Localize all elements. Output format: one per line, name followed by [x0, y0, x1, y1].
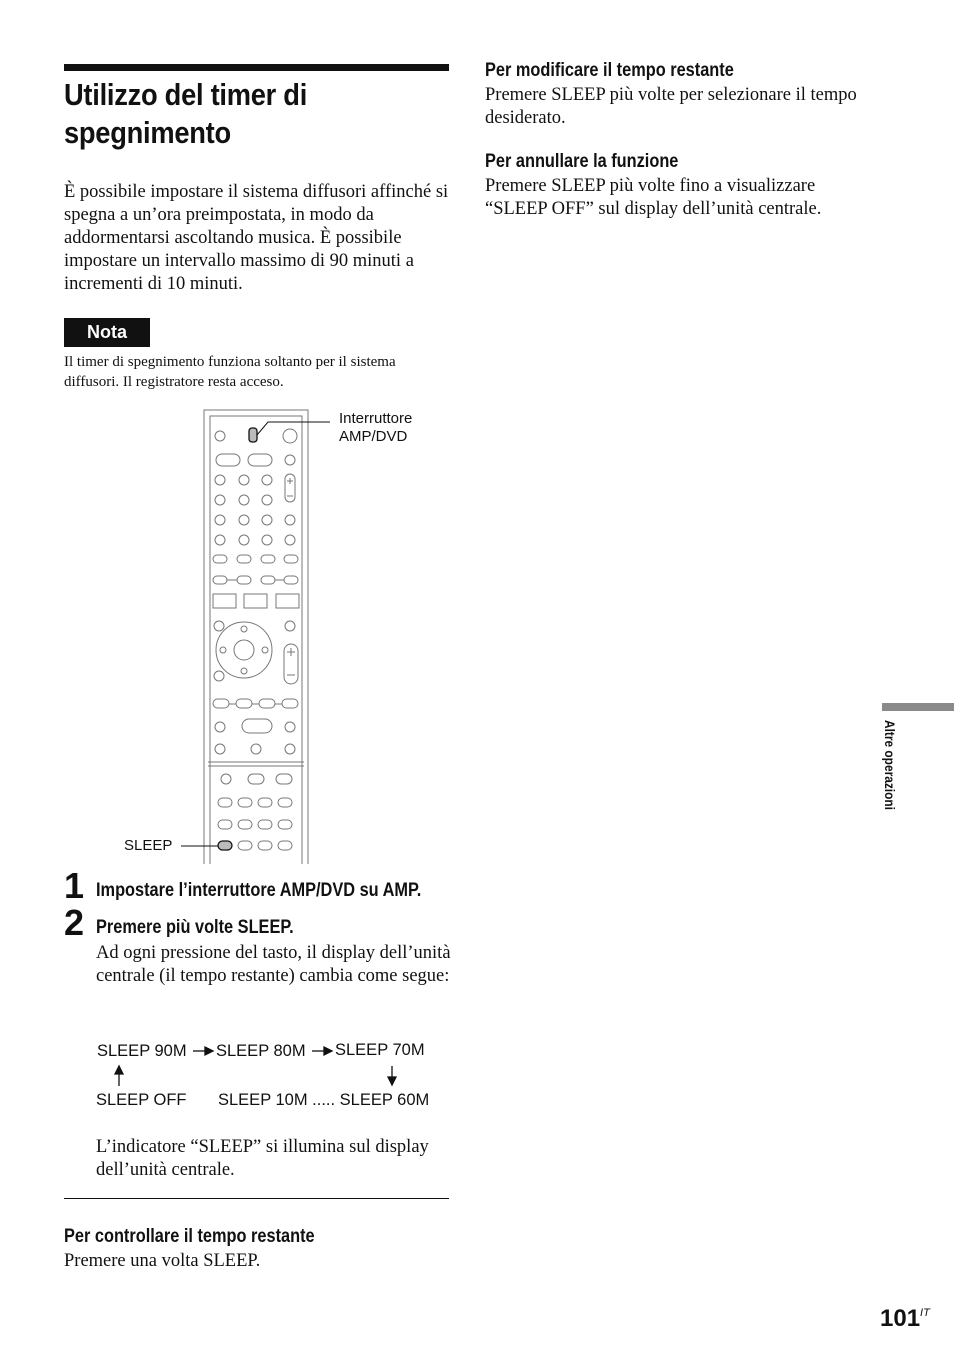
section-divider	[64, 1198, 449, 1199]
remote-control-illustration	[120, 404, 460, 866]
step-2-text: Premere più volte SLEEP.	[96, 917, 294, 938]
page-language-suffix: IT	[920, 1307, 930, 1319]
step-number-1: 1	[64, 865, 85, 906]
page-title: Utilizzo del timer di spegnimento	[64, 77, 308, 150]
switch-callout-label-1: Interruttore	[339, 410, 413, 427]
note-text: Il timer di spegnimento funziona soltanto per il sistema diffusori. Il registratore resta acceso.	[64, 354, 396, 390]
sleep-callout-label: SLEEP	[124, 837, 173, 854]
sequence-item-80m: SLEEP 80M	[216, 1042, 306, 1060]
sequence-item-10m-60m: SLEEP 10M ..... SLEEP 60M	[218, 1091, 430, 1109]
intro-paragraph: È possibile impostare il sistema diffusori affinché si spegna a un’ora preimpostata, in modo da addormentarsi ascoltando musica. È possibile impostare un intervallo massimo di 90 minuti a incrementi di 10 minuti.	[64, 182, 449, 294]
title-rule	[64, 64, 449, 71]
amp-dvd-switch	[249, 428, 257, 442]
page-number-value: 101	[880, 1305, 921, 1332]
sequence-item-off: SLEEP OFF	[96, 1091, 187, 1109]
section-text-modify: Premere SLEEP più volte per selezionare il tempo desiderato.	[485, 85, 857, 128]
step-number-2: 2	[64, 902, 85, 943]
sequence-item-90m: SLEEP 90M	[97, 1042, 187, 1060]
note-badge: Nota	[64, 318, 150, 347]
step-1-text: Impostare l’interruttore AMP/DVD su AMP.	[96, 880, 422, 901]
side-tab-label: Altre operazioni	[882, 720, 898, 810]
side-tab-bar	[882, 703, 954, 711]
section-heading-modify: Per modificare il tempo restante	[485, 60, 734, 81]
sequence-item-70m: SLEEP 70M	[335, 1041, 425, 1059]
section-heading-check: Per controllare il tempo restante	[64, 1226, 315, 1247]
section-text-check: Premere una volta SLEEP.	[64, 1251, 261, 1271]
section-heading-cancel: Per annullare la funzione	[485, 151, 679, 172]
switch-callout-label-2: AMP/DVD	[339, 428, 408, 445]
step-2-detail: Ad ogni pressione del tasto, il display dell’unità centrale (il tempo restante) cambia come segue:	[96, 943, 451, 986]
sleep-button	[218, 841, 232, 850]
section-text-cancel: Premere SLEEP più volte fino a visualizzare “SLEEP OFF” sul display dell’unità centrale.	[485, 176, 822, 219]
indicator-note: L’indicatore “SLEEP” si illumina sul display dell’unità centrale.	[96, 1137, 429, 1180]
sequence-arrows	[90, 1040, 410, 1090]
page-number	[880, 1299, 930, 1333]
